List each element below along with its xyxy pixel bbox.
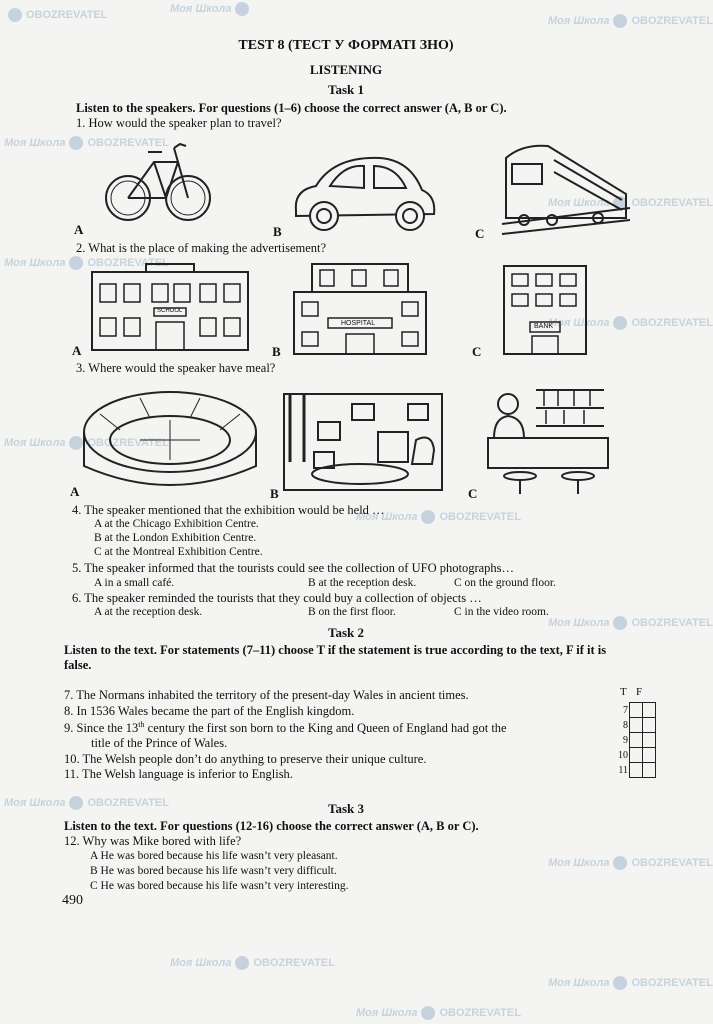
watermark: Моя Школа OBOZREVATEL <box>548 316 713 329</box>
q6-option-a: A at the reception desk. <box>94 606 203 618</box>
school-sign: SCHOOL <box>157 308 183 314</box>
q3-option-c: C <box>468 486 478 501</box>
q2-option-c: C <box>472 344 482 359</box>
living-room-image <box>282 392 444 492</box>
q2-option-b: B <box>272 344 281 359</box>
grid-row-label: 9 <box>623 734 628 746</box>
task1-title: Task 1 <box>327 82 365 97</box>
grid-header-f: F <box>636 686 643 698</box>
watermark: Моя Школа OBOZREVATEL <box>548 856 713 869</box>
task3-title: Task 3 <box>327 801 365 816</box>
watermark: Моя Школа OBOZREVATEL <box>4 136 169 149</box>
grid-cell[interactable] <box>630 718 643 733</box>
statement-9-cont: title of the Prince of Wales. <box>91 736 228 750</box>
statement-7: 7. The Normans inhabited the territory of the present-day Wales in ancient times. <box>64 688 469 702</box>
q3-option-a: A <box>70 484 80 499</box>
watermark: Моя Школа OBOZREVATEL <box>170 956 335 969</box>
cafe-counter-image <box>484 384 612 496</box>
q4-option-c: C at the Montreal Exhibition Centre. <box>94 546 263 558</box>
question-1: 1. How would the speaker plan to travel? <box>76 116 282 130</box>
grid-row-label: 7 <box>623 704 628 716</box>
watermark: Моя Школа OBOZREVATEL <box>548 616 713 629</box>
grid-cell[interactable] <box>630 763 643 778</box>
watermark: Моя Школа OBOZREVATEL <box>356 510 521 523</box>
hospital-image <box>292 262 428 356</box>
car-image <box>290 150 440 236</box>
question-3: 3. Where would the speaker have meal? <box>76 361 276 375</box>
q12-option-a: A He was bored because his life wasn’t very pleasant. <box>90 850 338 862</box>
statement-11: 11. The Welsh language is inferior to English. <box>64 767 293 781</box>
grid-cell[interactable] <box>643 703 656 718</box>
q5-option-c: C on the ground floor. <box>454 577 556 589</box>
grid-cell[interactable] <box>643 748 656 763</box>
task1-instruction: Listen to the speakers. For questions (1–6) choose the correct answer (A, B or C). <box>76 101 507 115</box>
page-title: TEST 8 (ТЕСТ У ФОРМАТІ ЗНО) <box>238 38 454 53</box>
q12-option-b: B He was bored because his life wasn’t very difficult. <box>90 865 337 877</box>
grid-row-label: 8 <box>623 719 628 731</box>
question-4: 4. The speaker mentioned that the exhibition would be held … <box>72 503 385 517</box>
q5-option-a: A in a small café. <box>94 577 175 589</box>
grid-cell[interactable] <box>643 733 656 748</box>
q6-option-c: C in the video room. <box>454 606 549 618</box>
grid-cell[interactable] <box>630 748 643 763</box>
school-image <box>90 262 250 352</box>
statement-9: 9. Since the 13th century the first son born to the King and Queen of England had got the <box>64 720 507 736</box>
grid-row-label: 11 <box>618 764 628 776</box>
grid-cell[interactable] <box>630 703 643 718</box>
true-false-grid <box>614 702 656 778</box>
stadium-image <box>80 384 260 494</box>
question-12: 12. Why was Mike bored with life? <box>64 834 242 848</box>
grid-header-t: T <box>620 686 627 698</box>
q3-option-b: B <box>270 486 279 501</box>
watermark: Моя Школа OBOZREVATEL <box>356 1006 521 1019</box>
grid-row-label: 10 <box>618 749 628 761</box>
bank-image <box>500 264 590 356</box>
q4-option-a: A at the Chicago Exhibition Centre. <box>94 518 259 530</box>
hospital-sign: HOSPITAL <box>341 320 376 327</box>
q6-option-b: B on the first floor. <box>308 606 396 618</box>
q5-option-b: B at the reception desk. <box>308 577 417 589</box>
task2-instruction-cont: false. <box>64 658 92 672</box>
q12-option-c: C He was bored because his life wasn’t very interesting. <box>90 880 349 892</box>
train-image <box>502 138 630 238</box>
question-6: 6. The speaker reminded the tourists that they could buy a collection of objects … <box>72 591 482 605</box>
watermark: Моя Школа OBOZREVATEL <box>548 196 713 209</box>
section-title: LISTENING <box>309 62 383 77</box>
grid-cell[interactable] <box>643 718 656 733</box>
q4-option-b: B at the London Exhibition Centre. <box>94 532 257 544</box>
watermark: Моя Школа <box>170 2 253 16</box>
grid-cell[interactable] <box>643 763 656 778</box>
watermark: Моя Школа OBOZREVATEL <box>548 14 713 27</box>
statement-10: 10. The Welsh people don’t do anything to preserve their unique culture. <box>64 752 427 766</box>
watermark: Моя Школа OBOZREVATEL <box>548 976 713 989</box>
q1-option-a: A <box>74 222 84 237</box>
question-5: 5. The speaker informed that the tourists could see the collection of UFO photographs… <box>72 561 515 575</box>
watermark: Моя Школа OBOZREVATEL <box>4 436 169 449</box>
q2-option-a: A <box>72 343 82 358</box>
question-2: 2. What is the place of making the advertisement? <box>76 241 327 255</box>
q1-option-b: B <box>273 224 282 239</box>
statement-8: 8. In 1536 Wales became the part of the English kingdom. <box>64 704 355 718</box>
watermark: Моя Школа OBOZREVATEL <box>4 256 169 269</box>
task2-title: Task 2 <box>327 625 365 640</box>
watermark: Моя Школа OBOZREVATEL <box>4 796 169 809</box>
task3-instruction: Listen to the text. For questions (12-16) choose the correct answer (A, B or C). <box>64 819 479 833</box>
bank-sign: BANK <box>534 323 554 330</box>
task2-instruction: Listen to the text. For statements (7–11) choose T if the statement is true according to the text, F if it is <box>64 643 607 657</box>
grid-cell[interactable] <box>630 733 643 748</box>
watermark: OBOZREVATEL <box>4 8 107 22</box>
page-number: 490 <box>62 893 83 908</box>
bicycle-image <box>104 138 214 236</box>
q1-option-c: C <box>475 226 485 241</box>
